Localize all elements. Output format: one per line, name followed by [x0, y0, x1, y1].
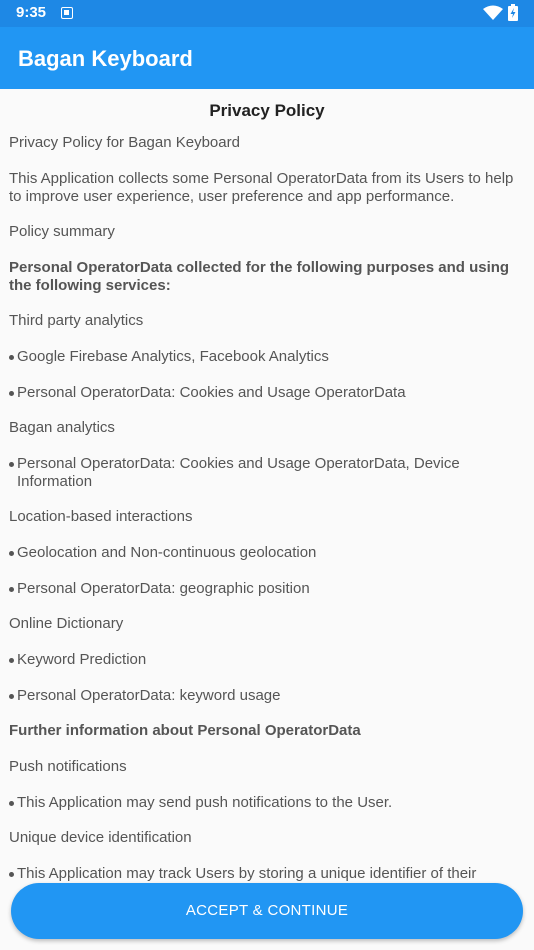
list-item: Personal OperatorData: Cookies and Usage OperatorData: [9, 384, 519, 402]
bullet-icon: [9, 658, 14, 663]
section-bagan-analytics: Bagan analytics: [9, 419, 115, 436]
section-third-party: Third party analytics: [9, 312, 144, 329]
accept-continue-button[interactable]: ACCEPT & CONTINUE: [11, 883, 523, 939]
wifi-icon: [483, 5, 503, 21]
bullet-icon: [9, 462, 14, 467]
bullet-icon: [9, 355, 14, 360]
section-unique-id: Unique device identification: [9, 829, 192, 846]
bullet-icon: [9, 872, 14, 877]
list-item: Google Firebase Analytics, Facebook Analytics: [9, 348, 519, 366]
policy-collects: This Application collects some Personal OperatorData from its Users to help to improve user experience, user preference and app performance.: [9, 170, 514, 205]
list-item: Geolocation and Non-continuous geolocation: [9, 544, 519, 562]
app-title: Bagan Keyboard: [18, 46, 193, 71]
bullet-icon: [9, 587, 14, 592]
battery-icon: [508, 4, 518, 21]
policy-heading: Privacy Policy: [209, 101, 325, 120]
bullet-icon: [9, 801, 14, 806]
policy-collected-for: Personal OperatorData collected for the following purposes and using the following services:: [9, 259, 510, 294]
section-online-dictionary: Online Dictionary: [9, 615, 124, 632]
bullet-icon: [9, 391, 14, 396]
privacy-policy-scroll[interactable]: [0, 89, 534, 882]
status-bar: [0, 0, 534, 27]
policy-intro: Privacy Policy for Bagan Keyboard: [9, 134, 240, 151]
section-further-info: Further information about Personal OperatorData: [9, 722, 361, 739]
bullet-icon: [9, 551, 14, 556]
status-time: 9:35: [16, 4, 47, 21]
list-item: Personal OperatorData: keyword usage: [9, 687, 519, 705]
app-bar: [0, 27, 534, 89]
list-item: This Application may send push notifications to the User.: [9, 794, 519, 812]
policy-summary: Policy summary: [9, 223, 115, 240]
section-location: Location-based interactions: [9, 508, 193, 525]
notification-icon: [61, 7, 73, 19]
list-item: This Application may track Users by storing a unique identifier of their: [9, 865, 519, 883]
list-item: Personal OperatorData: Cookies and Usage OperatorData, Device Information: [9, 455, 519, 491]
list-item: Personal OperatorData: geographic position: [9, 580, 519, 598]
bullet-icon: [9, 694, 14, 699]
list-item: Keyword Prediction: [9, 651, 519, 669]
section-push: Push notifications: [9, 758, 127, 775]
